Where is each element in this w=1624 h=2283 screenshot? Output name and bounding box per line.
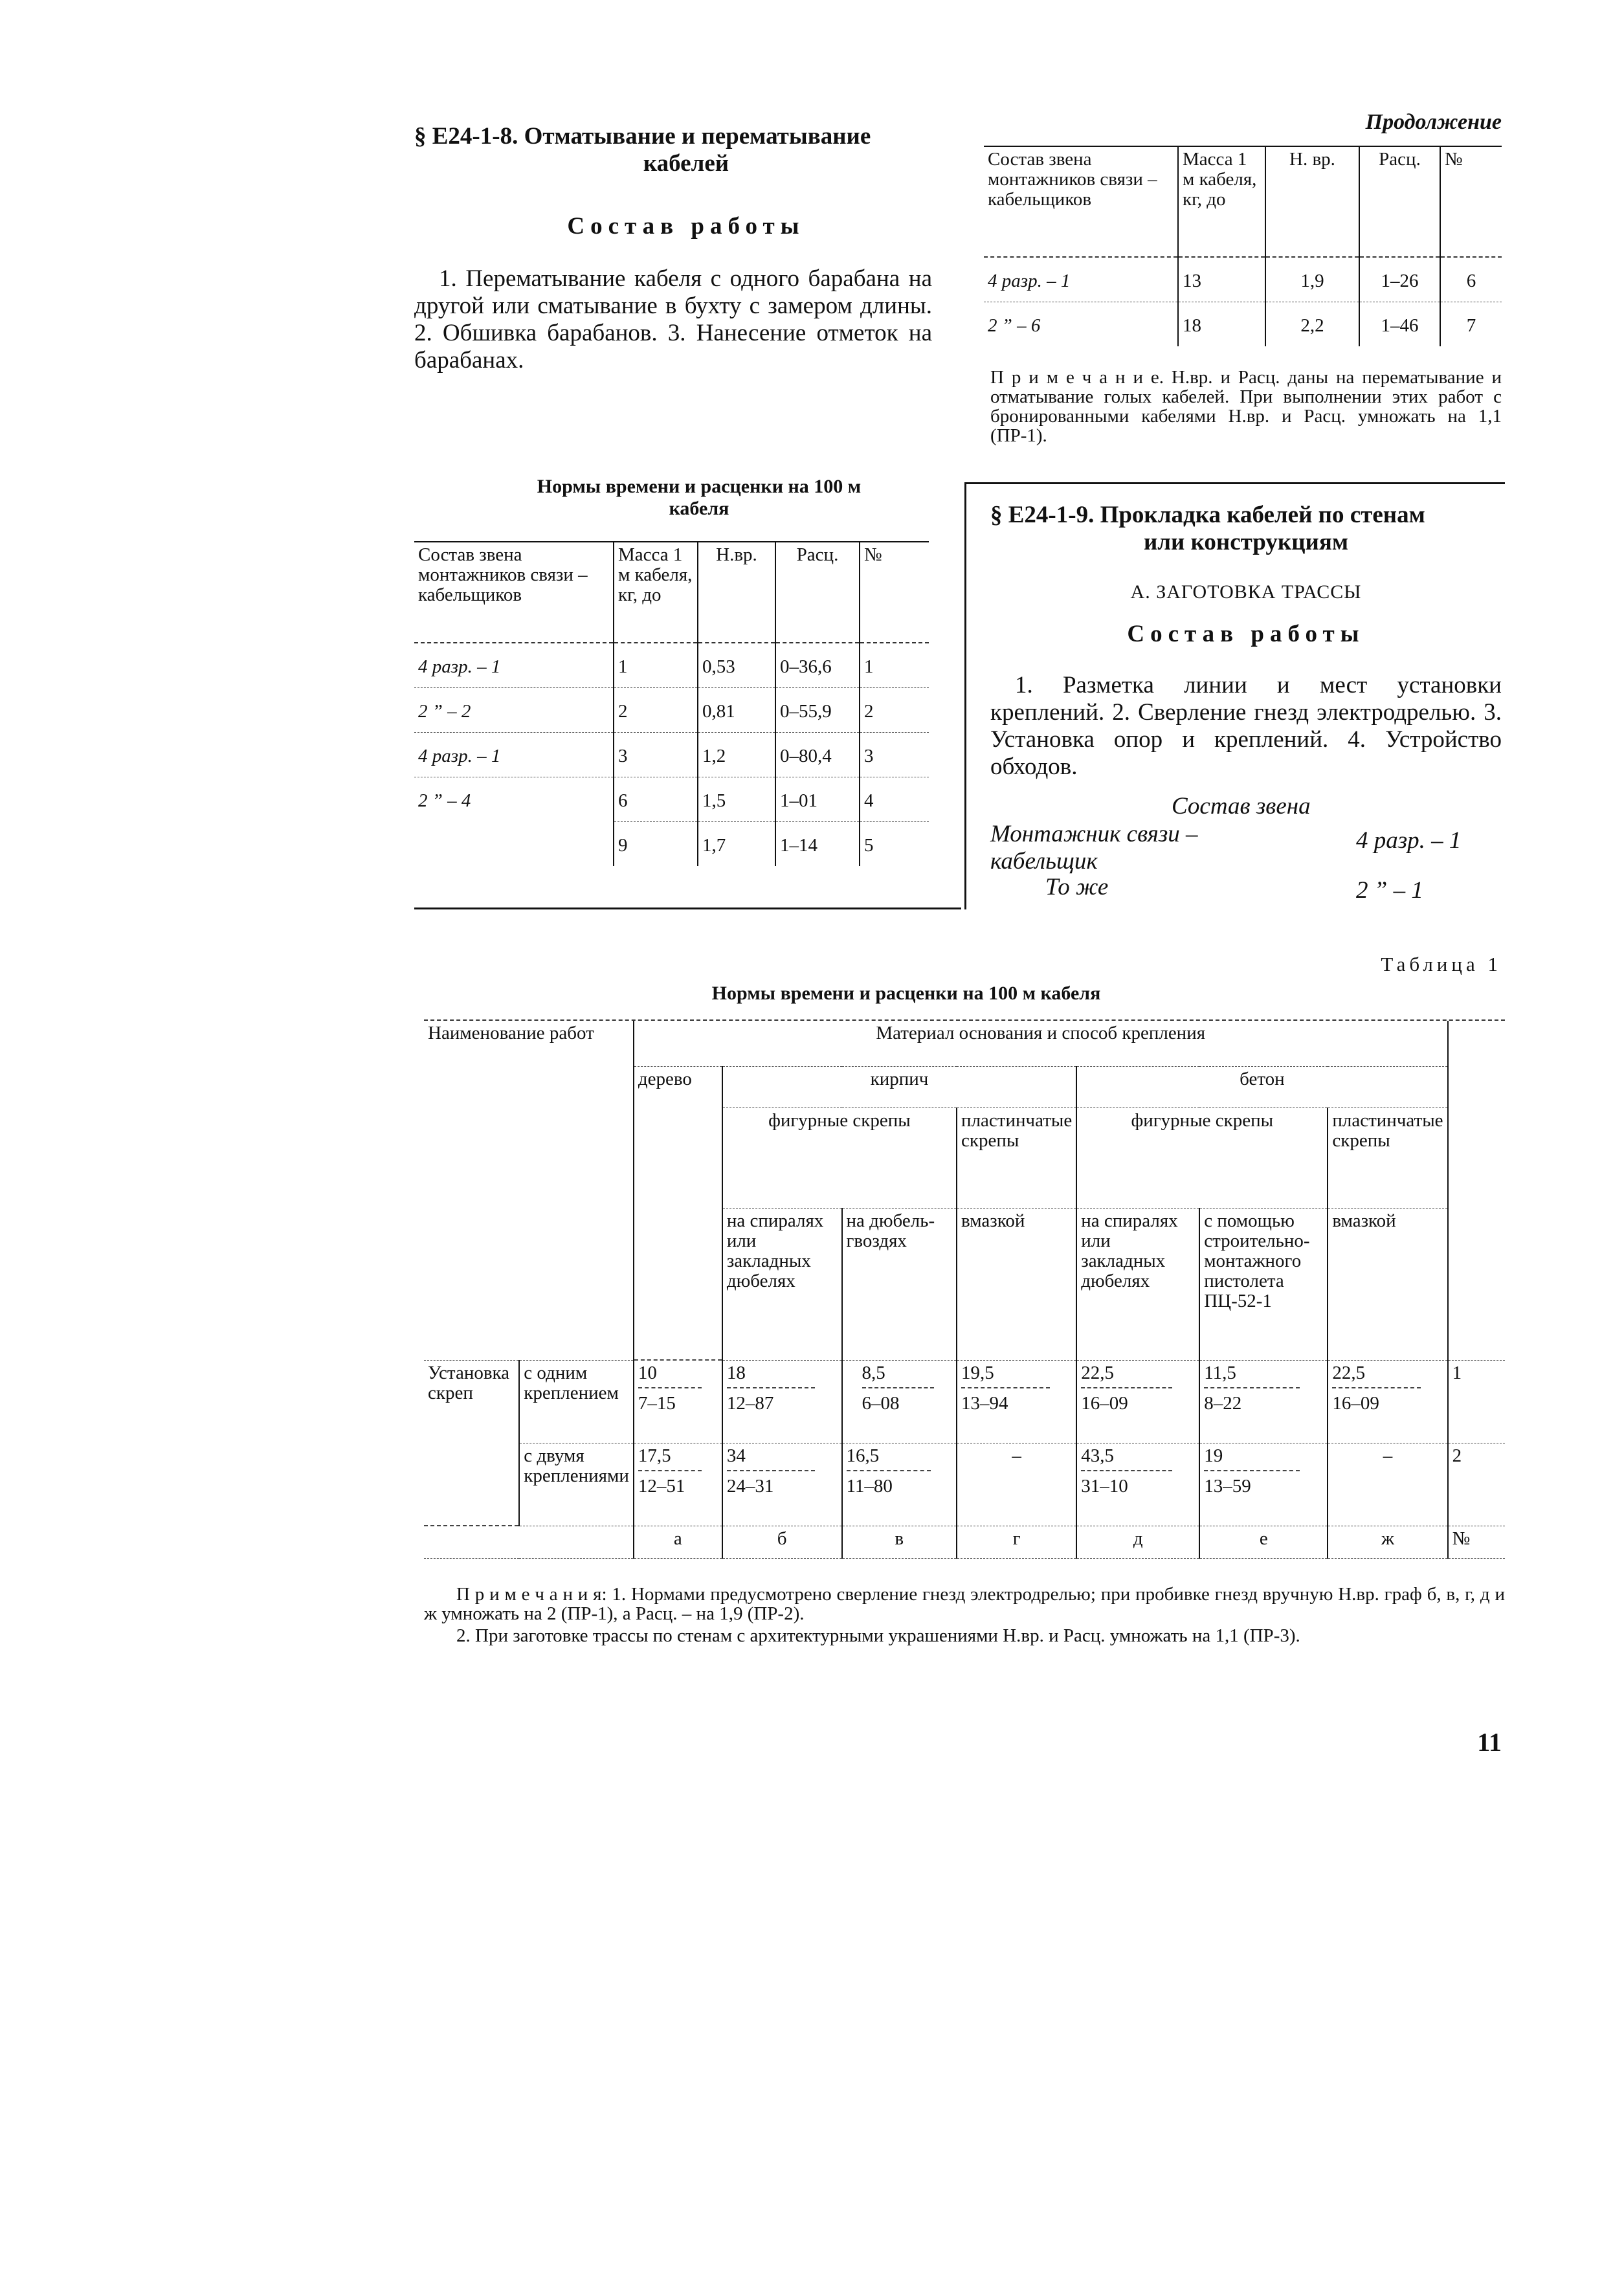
- row-sub-label: с одним креплением: [519, 1360, 634, 1443]
- table1-header-row-1: [424, 1021, 1505, 1066]
- value-cell: 43,5 31–10: [1076, 1443, 1199, 1526]
- value-cell: 18 12–87: [722, 1360, 842, 1443]
- crew-2-name: То же: [1045, 874, 1109, 900]
- section-title-line-1: § Е24-1-8. Отматывание и перематывание: [414, 123, 871, 150]
- value-cell: 22,5 16–09: [1076, 1360, 1199, 1443]
- right-column-rule: [964, 482, 1505, 484]
- rate-cell: 1–46: [1359, 302, 1440, 347]
- section-title-e24-1-9: [990, 502, 1502, 556]
- value-cell: 16,5 11–80: [842, 1443, 957, 1526]
- work-composition-heading: Состав работы: [1127, 621, 1365, 647]
- mass-cell: 18: [1178, 302, 1265, 347]
- rate-cell: 1–01: [775, 777, 860, 822]
- mass-cell: 2: [614, 688, 698, 733]
- no-cell: 4: [860, 777, 929, 822]
- value-cell: 19 13–59: [1199, 1443, 1328, 1526]
- crew-1-name: Монтажник связи – кабельщик: [990, 821, 1198, 874]
- no-cell: 3: [860, 733, 929, 777]
- value-cell: 19,5 13–94: [957, 1360, 1076, 1443]
- col-letter: в: [842, 1526, 957, 1558]
- crew-heading: Состав звена: [1172, 793, 1311, 819]
- table1-letters-row: [424, 1526, 1505, 1558]
- value-cell: 10 7–15: [634, 1360, 722, 1443]
- table-caption-line-1: Нормы времени и расценки на 100 м: [537, 476, 862, 497]
- value-cell: 11,5 8–22: [1199, 1360, 1328, 1443]
- header-no: №: [860, 542, 929, 643]
- col-work-name: Наименование работ: [424, 1021, 634, 1360]
- col-letter: ж: [1328, 1526, 1447, 1558]
- sub-plate-concrete: пластинчатые скрепы: [1328, 1108, 1447, 1208]
- mass-cell: 6: [614, 777, 698, 822]
- group-concrete: бетон: [1076, 1066, 1447, 1108]
- no-cell: 1: [860, 643, 929, 688]
- table-row: [414, 643, 929, 688]
- crew-cell: 4 разр. – 1: [414, 643, 614, 688]
- header-rate: Расц.: [1359, 147, 1440, 257]
- time-cell: 1,5: [698, 777, 775, 822]
- table-row: [414, 822, 929, 867]
- norms-table-right: [984, 147, 1502, 346]
- col-letter: б: [722, 1526, 842, 1558]
- col-letter: а: [634, 1526, 722, 1558]
- leaf-gun: с помощью строительно-монтажного пистолета ПЦ-52-1: [1199, 1208, 1328, 1360]
- leaf-plaster-concrete: вмазкой: [1328, 1208, 1447, 1360]
- no-cell: 5: [860, 822, 929, 867]
- table1-caption: Нормы времени и расценки на 100 м кабеля: [711, 983, 1101, 1004]
- table-row: [414, 733, 929, 777]
- column-divider: [964, 482, 966, 909]
- value-cell: –: [957, 1443, 1076, 1526]
- header-rate: Расц.: [775, 542, 860, 643]
- crew-cell: 2 ” – 6: [988, 315, 1041, 336]
- footnote-1: П р и м е ч а н и я: 1. Нормами предусмотрено сверление гнезд электродрелью; при пробивке гнезд вручную Н.вр. граф б, в, г, д и ж умножать на 2 (ПР-1), а Расц. – на 1,9 (ПР-2).: [424, 1584, 1505, 1624]
- mass-cell: 3: [614, 733, 698, 777]
- section-title-line-1: § Е24-1-9. Прокладка кабелей по стенам: [990, 502, 1425, 528]
- value-cell: 22,5 16–09: [1328, 1360, 1447, 1443]
- norms-table-left: [414, 542, 929, 866]
- time-cell: 0,81: [698, 688, 775, 733]
- time-cell: 1,9: [1265, 257, 1359, 302]
- right-table-note: П р и м е ч а н и е. Н.вр. и Расц. даны на перематывание и отматывание голых кабелей. При выполнении этих работ с бронированными кабелями Н.вр. и Расц. умножать на 1,1 (ПР-1).: [990, 367, 1502, 446]
- rate-cell: 0–80,4: [775, 733, 860, 777]
- col-number-blank: [1448, 1021, 1505, 1360]
- value-cell: 17,5 12–51: [634, 1443, 722, 1526]
- row-number: 1: [1448, 1360, 1505, 1443]
- col-number-label: №: [1448, 1526, 1505, 1558]
- no-cell: 6: [1440, 257, 1502, 302]
- crew-cell: [414, 822, 614, 867]
- crew-2-grade: 2 ” – 1: [1356, 877, 1423, 904]
- table-header-row: [414, 542, 929, 643]
- rate-cell: 0–55,9: [775, 688, 860, 733]
- no-cell: 2: [860, 688, 929, 733]
- row-group-label: Установка скреп: [424, 1360, 519, 1526]
- crew-cell: 2 ” – 2: [414, 688, 614, 733]
- header-time: Н. вр.: [1265, 147, 1359, 257]
- table-header-row: [984, 147, 1502, 257]
- mass-cell: 9: [614, 822, 698, 867]
- work-composition-text: 1. Разметка линии и мест установки креплений. 2. Сверление гнезд электродрелью. 3. Установка опор и креплений. 4. Устройство обходов.: [990, 672, 1502, 780]
- mass-cell: 13: [1178, 257, 1265, 302]
- table1-row: [424, 1443, 1505, 1526]
- leaf-spirals-brick: на спиралях или закладных дюбелях: [722, 1208, 842, 1360]
- crew-cell: 2 ” – 4: [418, 790, 471, 811]
- sub-figured-brick: фигурные скрепы: [722, 1108, 957, 1208]
- table-row: [984, 257, 1502, 302]
- value-cell: 34 24–31: [722, 1443, 842, 1526]
- footnote-2: 2. При заготовке трассы по стенам с архитектурными украшениями Н.вр. и Расц. умножать на 1,1 (ПР-3).: [456, 1625, 1300, 1646]
- mass-cell: 1: [614, 643, 698, 688]
- rate-cell: 0–36,6: [775, 643, 860, 688]
- group-brick: кирпич: [722, 1066, 1076, 1108]
- row-number: 2: [1448, 1443, 1505, 1526]
- section-title-line-2: кабелей: [643, 150, 729, 177]
- section-title-e24-1-8: [414, 123, 958, 177]
- header-no: №: [1440, 147, 1502, 257]
- table-row: [414, 688, 929, 733]
- group-wood: дерево: [634, 1066, 722, 1360]
- time-cell: 1,7: [698, 822, 775, 867]
- leaf-spirals-concrete: на спиралях или закладных дюбелях: [1076, 1208, 1199, 1360]
- col-letter: е: [1199, 1526, 1328, 1558]
- col-letter: г: [957, 1526, 1076, 1558]
- sub-plate-brick: пластинчатые скрепы: [957, 1108, 1076, 1208]
- left-column-bottom-rule: [414, 908, 961, 909]
- work-composition-text: 1. Перематывание кабеля с одного барабана на другой или сматывание в бухту с замером длины. 2. Обшивка барабанов. 3. Нанесение отметок на барабанах.: [414, 265, 932, 373]
- value-cell: 8,5 6–08: [842, 1360, 957, 1443]
- page-number: 11: [1477, 1728, 1502, 1757]
- col-material: Материал основания и способ крепления: [634, 1021, 1448, 1066]
- table-row: [414, 777, 929, 822]
- section-title-line-2: или конструкциям: [1143, 529, 1349, 555]
- table-caption: [453, 476, 945, 520]
- continuation-label: Продолжение: [1365, 110, 1502, 134]
- header-crew: Состав звена монтажников связи – кабельщиков: [984, 147, 1178, 257]
- table-label: Таблица 1: [1381, 953, 1502, 975]
- header-time: Н.вр.: [698, 542, 775, 643]
- work-composition-heading: Состав работы: [567, 213, 805, 239]
- no-cell: 7: [1440, 302, 1502, 347]
- crew-cell: 4 разр. – 1: [414, 733, 614, 777]
- table1-row: [424, 1360, 1505, 1443]
- row-sub-label: с двумя креплениями: [519, 1443, 634, 1526]
- header-mass: Масса 1 м кабеля, кг, до: [614, 542, 698, 643]
- table-row: [984, 302, 1502, 347]
- value-cell: –: [1328, 1443, 1447, 1526]
- crew-1-grade: 4 разр. – 1: [1356, 827, 1462, 854]
- leaf-plaster-brick: вмазкой: [957, 1208, 1076, 1360]
- table1: [424, 1021, 1505, 1559]
- letters-blank: [424, 1526, 634, 1558]
- subsection-heading: А. ЗАГОТОВКА ТРАССЫ: [1130, 581, 1362, 603]
- crew-cell: 4 разр. – 1: [984, 257, 1178, 302]
- header-crew: Состав звена монтажников связи – кабельщиков: [414, 542, 614, 643]
- leaf-dowel-nails: на дюбель-гвоздях: [842, 1208, 957, 1360]
- col-letter: д: [1076, 1526, 1199, 1558]
- rate-cell: 1–14: [775, 822, 860, 867]
- header-mass: Масса 1 м кабеля, кг, до: [1178, 147, 1265, 257]
- time-cell: 1,2: [698, 733, 775, 777]
- time-cell: 2,2: [1265, 302, 1359, 347]
- sub-figured-concrete: фигурные скрепы: [1076, 1108, 1328, 1208]
- table-caption-line-2: кабеля: [669, 498, 729, 519]
- rate-cell: 1–26: [1359, 257, 1440, 302]
- time-cell: 0,53: [698, 643, 775, 688]
